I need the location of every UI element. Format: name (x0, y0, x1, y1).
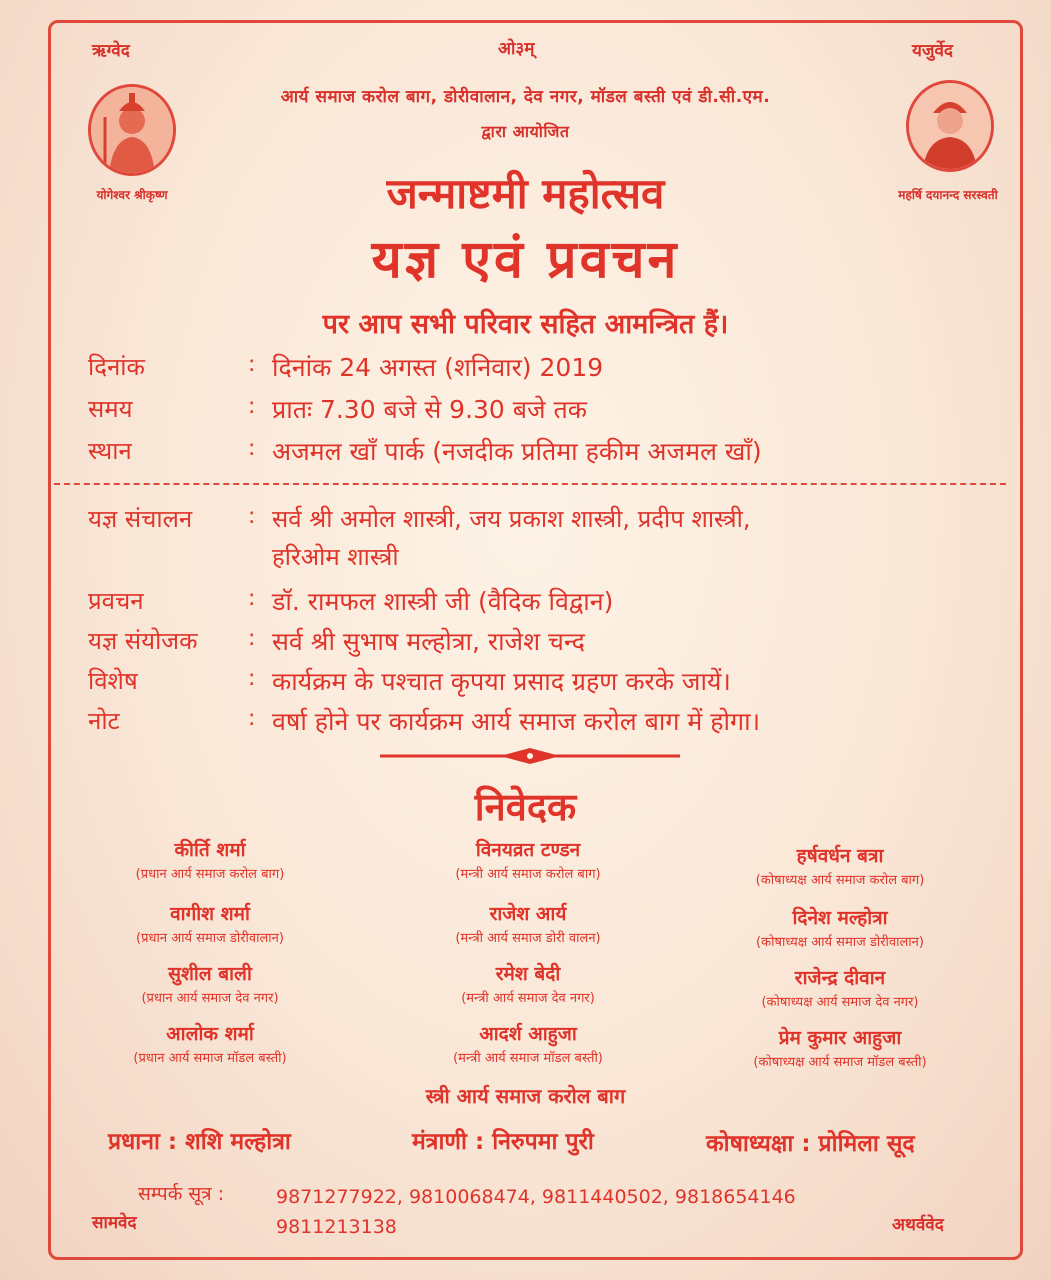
event-subtitle: यज्ञ एवं प्रवचन (371, 230, 680, 290)
colon: : (248, 586, 256, 611)
time-label: समय (88, 395, 133, 423)
date-label: दिनांक (88, 353, 145, 381)
yajna-sanyojak-label: यज्ञ संयोजक (88, 627, 198, 655)
member-role: (मन्त्री आर्य समाज करोल बाग) (455, 867, 601, 882)
member-name: हर्षवर्धन बत्रा (796, 845, 884, 867)
organized-by: द्वारा आयोजित (481, 122, 570, 141)
member-role: (मन्त्री आर्य समाज देव नगर) (461, 991, 595, 1006)
corner-yajurveda: यजुर्वेद (912, 41, 953, 61)
colon: : (248, 436, 256, 461)
dayanand-caption: महर्षि दयानन्द सरस्वती (898, 188, 998, 202)
mantrani: मंत्राणी : निरुपमा पुरी (412, 1129, 594, 1155)
dashed-divider (54, 483, 1006, 485)
colon: : (248, 394, 256, 419)
event-title: जन्माष्टमी महोत्सव (386, 169, 665, 218)
corner-om: ओ३म् (498, 39, 535, 59)
vishesh-label: विशेष (88, 667, 138, 695)
member-role: (कोषाध्यक्ष आर्य समाज करोल बाग) (755, 873, 925, 888)
member-role: (मन्त्री आर्य समाज डोरी वालन) (455, 931, 601, 946)
nivedak-title: निवेदक (474, 785, 577, 829)
corner-samaveda: सामवेद (92, 1213, 137, 1233)
yajna-sanchalan-value: सर्व श्री अमोल शास्त्री, जय प्रकाश शास्त्री, प्रदीप शास्त्री, (272, 505, 751, 533)
colon: : (248, 666, 256, 691)
member-name: राजेश आर्य (489, 903, 567, 925)
member-role: (मन्त्री आर्य समाज मॉडल बस्ती) (453, 1051, 603, 1066)
time-value: प्रातः 7.30 बजे से 9.30 बजे तक (272, 395, 588, 424)
colon: : (248, 626, 256, 651)
corner-rigveda: ऋग्वेद (92, 41, 130, 61)
member-name: रमेश बेदी (495, 963, 561, 985)
member-name: सुशील बाली (168, 963, 252, 985)
member-name: दिनेश मल्होत्रा (792, 907, 888, 929)
invitation-line: पर आप सभी परिवार सहित आमन्त्रित हैं। (322, 309, 729, 340)
member-role: (कोषाध्यक्ष आर्य समाज मॉडल बस्ती) (753, 1055, 927, 1070)
pravachan-value: डॉ. रामफल शास्त्री जी (वैदिक विद्वान) (272, 587, 614, 616)
vishesh-value: कार्यक्रम के पश्चात कृपया प्रसाद ग्रहण करके जायें। (272, 667, 731, 696)
contact-numbers-2: 9811213138 (276, 1216, 397, 1238)
note-label: नोट (88, 707, 120, 735)
member-role: (प्रधान आर्य समाज देव नगर) (141, 991, 279, 1006)
contact-numbers: 9871277922, 9810068474, 9811440502, 9818654146 (276, 1186, 796, 1208)
yajna-sanyojak-value: सर्व श्री सुभाष मल्होत्रा, राजेश चन्द (272, 627, 585, 656)
member-role: (प्रधान आर्य समाज डोरीवालान) (136, 931, 284, 946)
pravachan-label: प्रवचन (88, 587, 144, 615)
colon: : (248, 504, 256, 529)
member-role: (प्रधान आर्य समाज करोल बाग) (135, 867, 285, 882)
corner-atharvaveda: अथर्ववेद (892, 1215, 944, 1235)
yajna-sanchalan-label: यज्ञ संचालन (88, 505, 193, 533)
member-name: कीर्ति शर्मा (174, 839, 246, 861)
note-value: वर्षा होने पर कार्यक्रम आर्य समाज करोल बाग में होगा। (272, 707, 761, 736)
member-name: प्रेम कुमार आहुजा (778, 1027, 902, 1049)
member-name: वागीश शर्मा (170, 903, 250, 925)
koshadhyaksha: कोषाध्यक्षा : प्रोमिला सूद (706, 1131, 915, 1157)
member-name: राजेन्द्र दीवान (794, 967, 886, 989)
contact-label: सम्पर्क सूत्र : (138, 1183, 225, 1205)
member-name: आलोक शर्मा (166, 1023, 254, 1045)
member-role: (कोषाध्यक्ष आर्य समाज डोरीवालान) (756, 935, 924, 950)
venue-label: स्थान (88, 437, 132, 465)
colon: : (248, 706, 256, 731)
member-role: (कोषाध्यक्ष आर्य समाज देव नगर) (761, 995, 919, 1010)
venue-value: अजमल खाँ पार्क (नजदीक प्रतिमा हकीम अजमल खाँ) (272, 437, 762, 466)
ornament-divider-icon (380, 746, 680, 766)
stri-samaj-title: स्त्री आर्य समाज करोल बाग (425, 1084, 626, 1108)
member-name: विनयव्रत टण्डन (475, 839, 581, 861)
pradhana: प्रधाना : शशि मल्होत्रा (108, 1129, 291, 1155)
date-value: दिनांक 24 अगस्त (शनिवार) 2019 (272, 353, 604, 382)
colon: : (248, 352, 256, 377)
krishna-caption: योगेश्वर श्रीकृष्ण (96, 188, 168, 202)
member-role: (प्रधान आर्य समाज मॉडल बस्ती) (133, 1051, 287, 1066)
organizers-line: आर्य समाज करोल बाग, डोरीवालान, देव नगर, मॉडल बस्ती एवं डी.सी.एम. (280, 87, 771, 107)
member-name: आदर्श आहुजा (479, 1023, 577, 1045)
yajna-sanchalan-value-2: हरिओम शास्त्री (272, 543, 399, 571)
